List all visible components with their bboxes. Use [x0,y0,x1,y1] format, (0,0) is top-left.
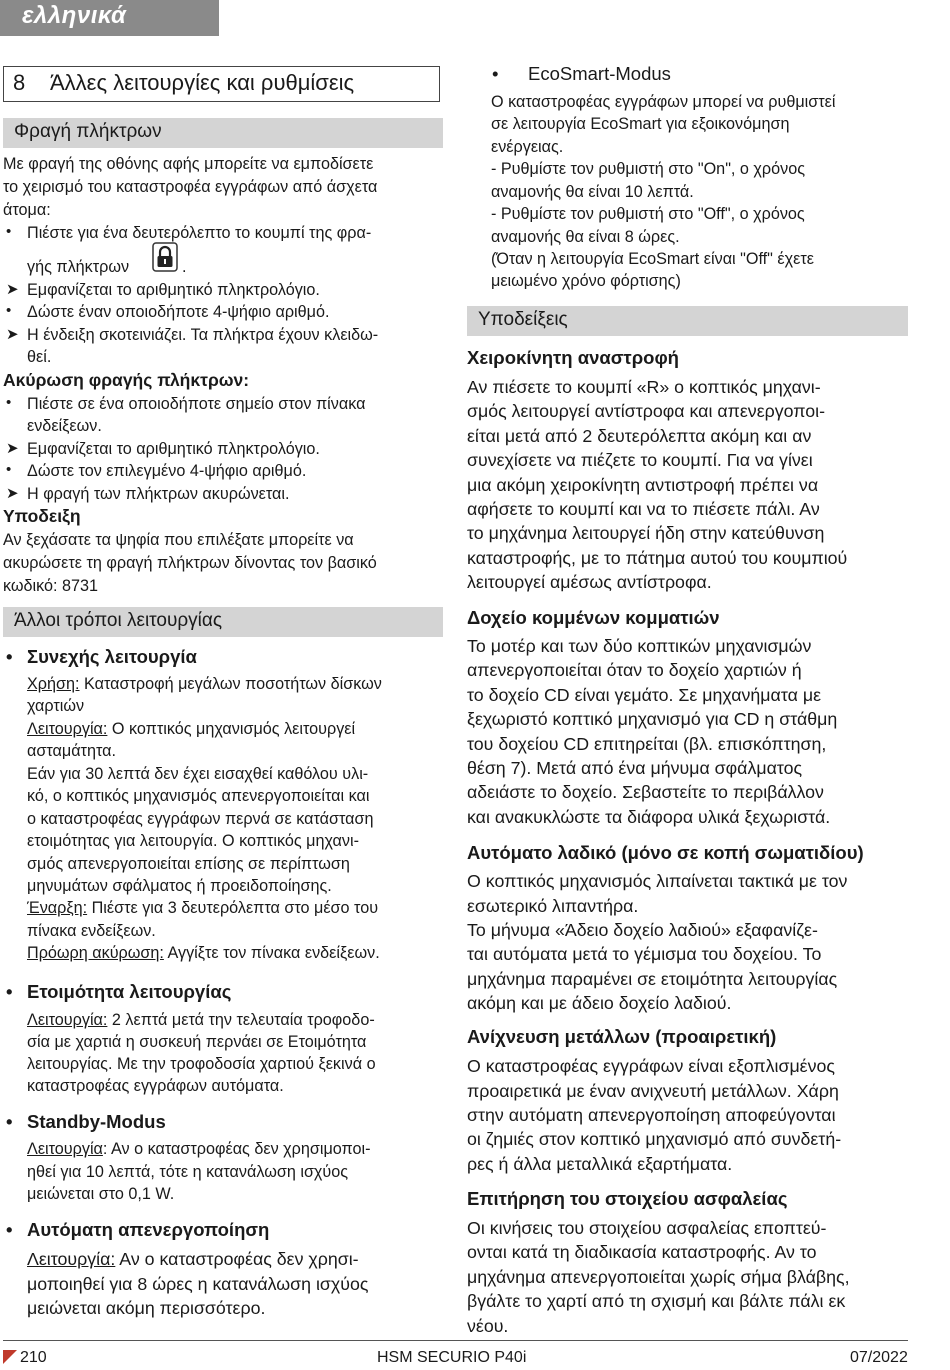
paragraph-line: και ανακυκλώστε τα διάφορα υλικά ξεχωριστά. [467,807,831,827]
product-name: HSM SECURIO P40i [377,1349,527,1366]
result-arrow-icon: ➤ [6,440,19,457]
paragraph-line: Ο καταστροφέας εγγράφων είναι εξοπλισμένος [467,1056,835,1076]
label: Λειτουργία: [27,1249,116,1269]
paragraph-line [27,942,380,965]
paragraph-line: Αν πιέσετε το κουμπί «R» ο κοπτικός μηχανι- [467,377,821,397]
result-arrow-icon: ➤ [6,485,19,502]
result-line: θεί. [27,348,52,366]
paragraph-line: το χειρισμό του καταστροφέα εγγράφων από άσχετα [3,178,378,196]
paragraph-line: - Ρυθμίστε τον ρυθμιστή στο "Off", ο χρόνος [491,205,805,223]
language-label: ελληνικά [22,2,127,29]
paragraph-line: σμός λειτουργεί αντίστροφα και απενεργοποι- [467,401,826,421]
paragraph-line: χαρτιών [27,697,85,715]
paragraph-line: θέση 7). Μετά από ένα μήνυμα σφάλματος [467,758,803,778]
bullet-icon: • [6,394,12,411]
subheading: Δοχείο κομμένων κομματιών [467,607,720,628]
text: : Αν ο καταστροφέας δεν χρησιμοποι- [102,1140,371,1158]
mode-title: Ετοιμότητα λειτουργίας [27,981,232,1002]
paragraph-line: ρες ή άλλα μεταλλικά εξαρτήματα. [467,1154,733,1174]
step-line: Πιέστε σε ένα οποιοδήποτε σημείο στον πίνακα [27,395,366,413]
label: Λειτουργία: [27,720,108,738]
page-number: 210 [20,1349,47,1366]
text: Πιέστε για 3 δευτερόλεπτα στο μέσο του [87,899,379,917]
bullet-icon: • [492,63,499,84]
chapter-number: 8 [13,70,26,95]
hint-heading: Υποδειξη [3,506,81,526]
paragraph-line: ονται κατά τη διαδικασία καταστροφής. Αν το [467,1242,817,1262]
result-line: Εμφανίζεται το αριθμητικό πληκτρολόγιο. [27,440,320,458]
paragraph-line: Οι κινήσεις του στοιχείου ασφαλείας εποπτεύ- [467,1218,827,1238]
text: Αν ο καταστροφέας δεν χρησι- [115,1249,359,1269]
paragraph-line: ξεχωριστό κοπτικό μηχανισμό για CD η στάθμη [467,709,838,729]
paragraph-line: κό, ο κοπτικός μηχανισμός απενεργοποιείται και [27,787,370,805]
result-line: Η ένδειξη σκοτεινιάζει. Τα πλήκτρα έχουν κλειδω- [27,326,379,344]
paragraph-line: αφήσετε το κουμπί και να το πιέσετε πάλι. Αν [467,499,820,519]
paragraph-line: απενεργοποιείται όταν το δοχείο χαρτιών ή [467,660,802,680]
label: Έναρξη: [27,899,88,917]
result-arrow-icon: ➤ [6,326,19,343]
result-line: Η φραγή των πλήκτρων ακυρώνεται. [27,485,290,503]
label: Πρόωρη ακύρωση: [27,944,164,962]
section-title: Υποδείξεις [478,309,568,330]
mode-title: Αυτόματη απενεργοποίηση [27,1219,270,1240]
paragraph-line: μια ακόμη χειροκίνητη αντιστροφή πρέπει να [467,475,819,495]
paragraph-line: στην αυτόματη απενεργοποίηση αποφεύγονται [467,1105,836,1125]
step-line: Δώστε τον επιλεγμένο 4-ψήφιο αριθμό. [27,462,307,480]
paragraph-line: καταστροφέας εγγράφων αυτόματα. [27,1077,284,1095]
chapter-heading [3,66,440,102]
paragraph-line: το δοχείο CD είναι γεμάτο. Σε μηχανήματα με [467,685,821,705]
paragraph-line: σία με χαρτιά η συσκευή περνάει σε Ετοιμότητα [27,1033,367,1051]
paragraph-line: ο καταστροφέας εγγράφων περνά σε κατάσταση [27,810,374,828]
bullet-icon: • [6,223,12,240]
paragraph-line: αναμονής θα είναι 10 λεπτά. [491,183,694,201]
step-line: γής πλήκτρων [27,258,130,276]
paragraph-line: Εάν για 30 λεπτά δεν έχει εισαχθεί καθόλου υλι- [27,765,369,783]
bullet-icon: • [6,1219,13,1240]
paragraph-line: προαιρετικά με έναν ανιχνευτή μετάλλων. Χάρη [467,1081,839,1101]
paragraph-line: μειωμένο χρόνο φόρτισης) [491,272,681,290]
text: Ο κοπτικός μηχανισμός λειτουργεί [107,720,356,738]
paragraph-line [27,897,378,920]
mode-title: Συνεχής λειτουργία [27,646,197,667]
paragraph-line: μηνυμάτων σφάλματος ή προειδοποίησης. [27,877,332,895]
chapter-title: Άλλες λειτουργίες και ρυθμίσεις [50,70,355,95]
section-other-modes [3,607,443,637]
subheading: Χειροκίνητη αναστροφή [467,347,679,368]
step-line-end: . [182,258,187,276]
mode-title: Standby-Modus [27,1111,166,1132]
paragraph-line [27,718,355,741]
paragraph-line: ασταμάτητα. [27,742,116,760]
paragraph-line: αναμονής θα είναι 8 ώρες. [491,228,680,246]
result-arrow-icon: ➤ [6,281,19,298]
text: Καταστροφή μεγάλων ποσοτήτων δίσκων [79,675,382,693]
paragraph-line: λειτουργίας. Με την τροφοδοσία χαρτιού ξεκινά ο [27,1055,376,1073]
bullet-icon: • [6,302,12,319]
step-line: Δώστε έναν οποιοδήποτε 4-ψήφιο αριθμό. [27,303,330,321]
paragraph-line: συνεχίσετε να πιέζετε το κουμπί. Για να γίνει [467,450,813,470]
label: Λειτουργία [27,1140,103,1158]
mode-title: EcoSmart-Modus [528,63,671,84]
paragraph-line: εσωτερικό λιπαντήρα. [467,896,639,916]
paragraph-line: είται μετά από 2 δευτερόλεπτα ακόμη και αν [467,426,812,446]
paragraph-line: (Όταν η λειτουργία EcoSmart είναι "Off" έχετε [491,250,814,268]
subheading: Ανίχνευση μετάλλων (προαιρετική) [467,1026,777,1047]
paragraph-line: Ο κοπτικός μηχανισμός λιπαίνεται τακτικά με τον [467,871,848,891]
footer-date: 07/2022 [850,1349,908,1366]
paragraph-line: κωδικό: 8731 [3,577,99,595]
label: Λειτουργία: [27,1011,108,1029]
paragraph-line: μειώνεται ακόμη περισσότερο. [27,1298,266,1318]
paragraph-line: του δοχείου CD επιτηρείται (βλ. επισκόπτηση, [467,734,827,754]
bullet-icon: • [6,1111,13,1132]
step-line: Πιέστε για ένα δευτερόλεπτο το κουμπί της φρα- [27,224,372,242]
paragraph-line: ενέργειας. [491,138,564,156]
paragraph-line [27,1138,371,1161]
paragraph-line: Το μήνυμα «Άδειο δοχείο λαδιού» εξαφανίζε- [467,920,818,940]
paragraph-line: μηχάνημα απενεργοποιείται χωρίς σήμα βλάβης, [467,1267,850,1287]
subheading: Αυτόματο λαδικό (μόνο σε κοπή σωματιδίου) [467,842,864,863]
page-marker-icon [3,1350,17,1364]
bullet-icon: • [6,461,12,478]
step-line: ενδείξεων. [27,417,102,435]
language-tab [0,0,219,36]
paragraph-line: ται αυτόματα μετά το γέμισμα του δοχείου. Το [467,944,822,964]
paragraph-line: σμός απενεργοποιείται επίσης σε περίπτωση [27,855,350,873]
paragraph-line [27,1247,359,1271]
paragraph-line: πίνακα ενδείξεων. [27,922,156,940]
paragraph-line: ηθεί για 10 λεπτά, τότε η κατανάλωση ισχύος [27,1163,349,1181]
text: 2 λεπτά μετά την τελευταία τροφοδο- [107,1011,375,1029]
paragraph-line: σε λειτουργία EcoSmart για εξοικονόμηση [491,115,790,133]
subheading: Ακύρωση φραγής πλήκτρων: [3,370,250,390]
padlock-icon [152,242,178,272]
paragraph-line: μειώνεται στο 0,1 W. [27,1185,175,1203]
paragraph-line: μηχάνημα παραμένει σε ετοιμότητα λειτουργίας [467,969,838,989]
result-line: Εμφανίζεται το αριθμητικό πληκτρολόγιο. [27,281,320,299]
paragraph-line: νέου. [467,1316,509,1336]
label: Χρήση: [27,675,80,693]
paragraph-line: Αν ξεχάσατε τα ψηφία που επιλέξατε μπορείτε να [3,531,354,549]
paragraph-line: οι ζημιές στον κοπτικό μηχανισμό από συνδετή- [467,1129,842,1149]
paragraph-line: βγάλτε το χαρτί από τη σχισμή και βάλτε πάλι εκ [467,1291,846,1311]
paragraph-line: αδειάστε το δοχείο. Σεβαστείτε το περιβάλλον [467,782,824,802]
paragraph-line: Με φραγή της οθόνης αφής μπορείτε να εμποδίσετε [3,155,374,173]
text: Αγγίξτε τον πίνακα ενδείξεων. [163,944,380,962]
subheading: Επιτήρηση του στοιχείου ασφαλείας [467,1188,788,1209]
paragraph-line [27,1009,375,1032]
paragraph-line: ετοιμότητας για λειτουργία. Ο κοπτικός μηχανι- [27,832,359,850]
paragraph-line: το μηχάνημα λειτουργεί ήδη στην κατεύθυνση [467,523,825,543]
section-title: Άλλοι τρόποι λειτουργίας [14,610,223,631]
paragraph-line: λειτουργεί αμέσως αντίστροφα. [467,572,712,592]
section-title: Φραγή πλήκτρων [14,121,162,142]
paragraph-line: καταστροφής, με το πάτημα αυτού του κουμπιού [467,548,848,568]
paragraph-line: - Ρυθμίστε τον ρυθμιστή στο "On", ο χρόνος [491,160,806,178]
section-key-lock [3,118,443,148]
paragraph-line: ακυρώσετε τη φραγή πλήκτρων δίνοντας τον βασικό [3,554,377,572]
paragraph-line [27,673,382,696]
paragraph-line: μοποιηθεί για 8 ώρες η κατανάλωση ισχύος [27,1274,369,1294]
paragraph-line: άτομα: [3,201,51,219]
bullet-icon: • [6,981,13,1002]
paragraph-line: Το μοτέρ και των δύο κοπτικών μηχανισμών [467,636,812,656]
footer-rule [3,1340,908,1341]
bullet-icon: • [6,646,13,667]
paragraph-line: Ο καταστροφέας εγγράφων μπορεί να ρυθμιστεί [491,93,836,111]
paragraph-line: ακόμη και με άδειο δοχείο λαδιού. [467,993,732,1013]
section-hints [467,306,908,336]
